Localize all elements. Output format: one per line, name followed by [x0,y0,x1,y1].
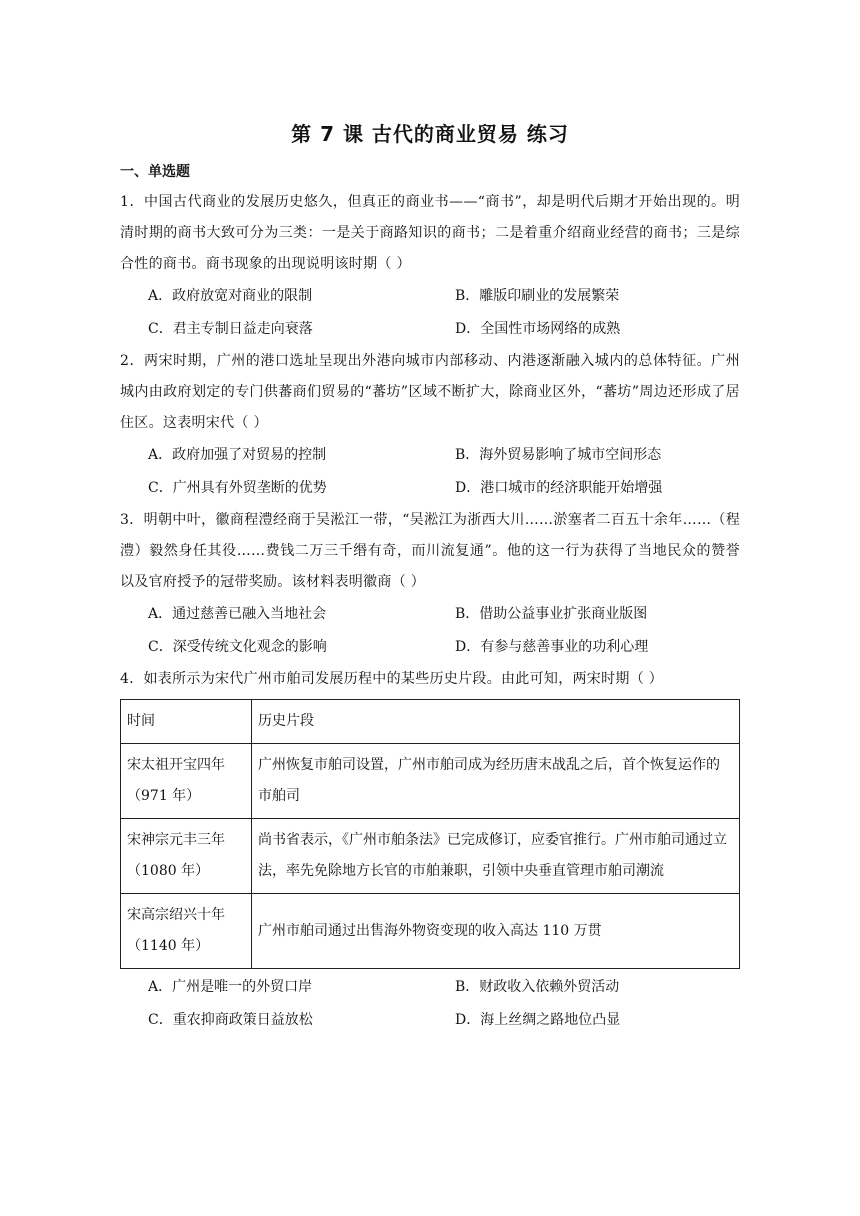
question-stem: 1．中国古代商业的发展历史悠久，但真正的商业书——“商书”，却是明代后期才开始出现的。明清时期的商书大致可分为三类：一是关于商路知识的商书；二是着重介绍商业经营的商书；三是综合性的商书。商书现象的出现说明该时期（ ） [120,194,740,272]
history-table [120,699,740,969]
option-a[interactable]: A．通过慈善已融入当地社会 [148,606,327,622]
option-d[interactable]: D．有参与慈善事业的功利心理 [455,639,649,655]
page-title: 第 7 课 古代的商业贸易 练习 [291,122,569,146]
option-list [148,439,740,505]
option-b[interactable]: B．财政收入依赖外贸活动 [455,979,620,995]
option-b[interactable]: B．海外贸易影响了城市空间形态 [455,447,662,463]
option-c[interactable]: C．重农抑商政策日益放松 [148,1012,313,1028]
table-row [121,819,740,894]
question-stem: 2．两宋时期，广州的港口选址呈现出外港向城市内部移动、内港逐渐融入城内的总体特征。广州城内由政府划定的专门供蕃商们贸易的“蕃坊”区域不断扩大，除商业区外，“蕃坊”周边还形成了居住区。这表明宋代（ ） [120,353,740,431]
option-b[interactable]: B．借助公益事业扩张商业版图 [455,606,648,622]
question-3 [120,505,740,664]
table-cell-time: 宋高宗绍兴十年（1140 年） [121,894,252,969]
table-cell-event: 广州市舶司通过出售海外物资变现的收入高达 110 万贯 [252,894,740,969]
option-list [148,598,740,664]
option-c[interactable]: C．君主专制日益走向衰落 [148,321,313,337]
question-stem: 4．如表所示为宋代广州市舶司发展历程中的某些历史片段。由此可知，两宋时期（ ） [120,671,664,687]
table-header-row [121,700,740,744]
table-cell-event: 广州恢复市舶司设置，广州市舶司成为经历唐末战乱之后，首个恢复运作的市舶司 [252,744,740,819]
table-cell-time: 宋神宗元丰三年（1080 年） [121,819,252,894]
option-a[interactable]: A．政府放宽对商业的限制 [148,288,313,304]
table-header-cell: 历史片段 [252,700,740,744]
table-row [121,894,740,969]
section-heading: 一、单选题 [120,164,190,180]
table-cell-time: 宋太祖开宝四年（971 年） [121,744,252,819]
option-d[interactable]: D．海上丝绸之路地位凸显 [455,1012,621,1028]
table-row [121,744,740,819]
table-cell-event: 尚书省表示，《广州市舶条法》已完成修订，应委官推行。广州市舶司通过立法，率先免除地方长官的市舶兼职，引领中央垂直管理市舶司潮流 [252,819,740,894]
option-d[interactable]: D．全国性市场网络的成熟 [455,321,621,337]
option-a[interactable]: A．广州是唯一的外贸口岸 [148,979,313,995]
question-1 [120,187,740,346]
question-4 [120,664,740,1037]
option-list [148,280,740,346]
question-stem: 3．明朝中叶，徽商程澧经商于吴淞江一带，“吴淞江为浙西大川……淤塞者二百五十余年……（程澧）毅然身任其役……费钱二万三千缗有奇，而川流复通”。他的这一行为获得了当地民众的赞誉以及官府授予的冠带奖励。该材料表明徽商（ ） [120,512,740,590]
table-header-cell: 时间 [121,700,252,744]
question-2 [120,346,740,505]
option-d[interactable]: D．港口城市的经济职能开始增强 [455,480,663,496]
option-c[interactable]: C．深受传统文化观念的影响 [148,639,327,655]
option-a[interactable]: A．政府加强了对贸易的控制 [148,447,327,463]
option-list [148,971,740,1037]
option-c[interactable]: C．广州具有外贸垄断的优势 [148,480,327,496]
option-b[interactable]: B．雕版印刷业的发展繁荣 [455,288,620,304]
